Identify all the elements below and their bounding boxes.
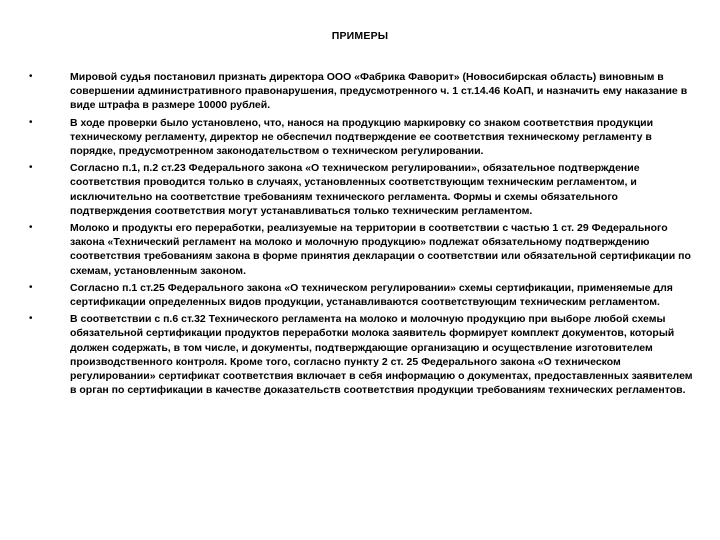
slide-title: ПРИМЕРЫ [331,30,389,42]
bullet-item-4 [0,221,695,278]
bullet-text: Молоко и продукты его переработки, реализуемые на территории в соответствии с частью 1 ст. 29 Федерального закона «Технический регламент на молоко и молочную продукцию» подлежат обязательному подтверждению соответствия требованиям закона в форме принятия декларации о соответствии или обязательной сертификации по схемам, установленным законом. [70,222,691,277]
bullet-icon: • [29,162,33,174]
bullet-icon: • [29,116,33,128]
bullet-text: В соответствии с п.6 ст.32 Технического регламента на молоко и молочную продукцию при выборе любой схемы обязательной сертификации продуктов переработки молока заявитель формирует комплект документов, который должен содержать, в том числе, и документы, подтверждающие организацию и осуществление изготовителем производственного контроля. Кроме того, согласно пункту 2 ст. 25 Федерального закона «О техническом регулировании» сертификат соответствия включает в себя информацию о документах, предоставленных заявителем в орган по сертификации в качестве доказательств соответствия продукции требованиям технических регламентов. [70,313,693,397]
bullet-icon: • [29,313,33,325]
bullet-text: Согласно п.1, п.2 ст.23 Федерального закона «О техническом регулировании», обязательное подтверждение соответствия проводится только в случаях, установленных соответствующим техническим регламентом, и исключительно на соответствие требованиям технического регламента. Формы и схемы обязательного подтверждения соответствия могут устанавливаться только техническим регламентом. [70,162,640,217]
bullet-icon: • [29,71,33,82]
bullet-text: В ходе проверки было установлено, что, нанося на продукцию маркировку со знаком соответствия продукции техническому регламенту, директор не обеспечил подтверждение ее соответствия техническому регламенту в порядке, предусмотренном законодательством о техническом регулировании. [70,116,654,158]
bullet-icon: • [29,222,33,234]
bullet-item-2 [0,116,695,159]
bullet-item-6 [0,312,695,397]
bullet-item-3 [0,161,695,218]
bullet-list [0,70,720,400]
bullet-text: Мировой судья постановил признать директора ООО «Фабрика Фаворит» (Новосибирская область) виновным в совершении административного правонарушения, предусмотренного ч. 1 ст.14.46 КоАП, и назначить ему наказание в виде штрафа в размере 10000 рублей. [70,71,688,112]
bullet-text: Согласно п.1 ст.25 Федерального закона «О техническом регулировании» схемы сертификации, применяемые для сертификации определенных видов продукции, устанавливаются соответствующим техническим регламентом. [70,281,673,309]
bullet-item-5 [0,281,695,309]
bullet-icon: • [29,281,33,293]
bullet-item-1 [0,70,695,113]
